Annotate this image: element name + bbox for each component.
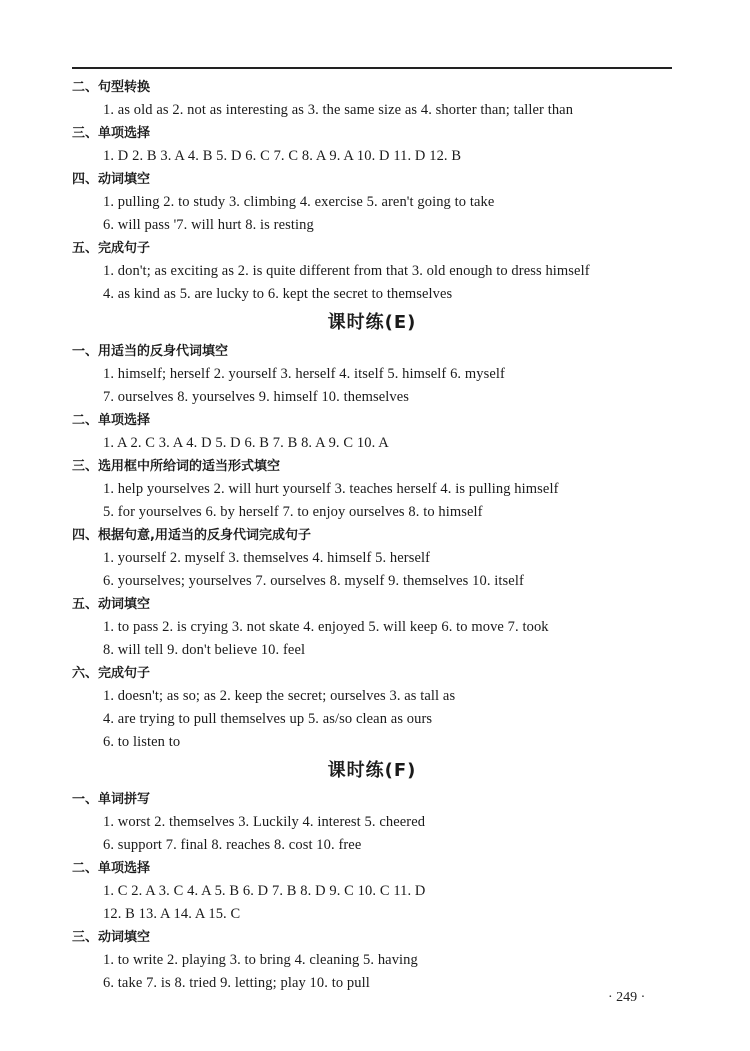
section-heading: 二、句型转换 [72,80,151,95]
lesson-title: 课时练(F) [327,760,417,781]
answer-line: 1. help yourselves 2. will hurt yourself 3. teaches herself 4. is pulling himself [103,481,559,497]
answer-line: 1. as old as 2. not as interesting as 3. the same size as 4. shorter than; taller than [103,102,574,118]
answer-line: 1. don't; as exciting as 2. is quite different from that 3. old enough to dress himself [103,263,590,279]
answer-line: 1. to write 2. playing 3. to bring 4. cleaning 5. having [103,952,418,968]
section-heading: 一、用适当的反身代词填空 [72,344,229,359]
answer-line: 1. worst 2. themselves 3. Luckily 4. interest 5. cheered [103,814,426,830]
section-heading: 三、单项选择 [72,126,151,141]
answer-line: 6. yourselves; yourselves 7. ourselves 8. myself 9. themselves 10. itself [103,573,524,589]
answer-line: 8. will tell 9. don't believe 10. feel [103,642,306,658]
answer-line: 1. yourself 2. myself 3. themselves 4. himself 5. herself [103,550,431,566]
answer-line: 1. C 2. A 3. C 4. A 5. B 6. D 7. B 8. D 9. C 10. C 11. D [103,883,426,899]
answer-line: 1. himself; herself 2. yourself 3. herself 4. itself 5. himself 6. myself [103,366,505,382]
answer-key-content [72,76,672,995]
answer-line: 1. to pass 2. is crying 3. not skate 4. enjoyed 5. will keep 6. to move 7. took [103,619,549,635]
section-heading: 一、单词拼写 [72,792,151,807]
section-heading: 二、单项选择 [72,413,151,428]
answer-line: 7. ourselves 8. yourselves 9. himself 10. themselves [103,389,410,405]
answer-line: 1. D 2. B 3. A 4. B 5. D 6. C 7. C 8. A 9. A 10. D 11. D 12. B [103,148,462,164]
answer-line: 6. support 7. final 8. reaches 8. cost 10. free [103,837,362,853]
answer-line: 1. doesn't; as so; as 2. keep the secret; ourselves 3. as tall as [103,688,456,704]
answer-line: 4. are trying to pull themselves up 5. as/so clean as ours [103,711,433,727]
section-heading: 三、选用框中所给词的适当形式填空 [72,459,281,474]
top-rule [72,67,672,69]
page-number: · 249 · [608,990,646,1005]
section-heading: 三、动词填空 [72,930,151,945]
section-heading: 四、动词填空 [72,172,151,187]
answer-line: 6. take 7. is 8. tried 9. letting; play 10. to pull [103,975,370,991]
answer-line: 6. to listen to [103,734,181,750]
answer-line: 5. for yourselves 6. by herself 7. to enjoy ourselves 8. to himself [103,504,483,520]
section-heading: 二、单项选择 [72,861,151,876]
section-heading: 六、完成句子 [72,666,151,681]
lesson-title: 课时练(E) [327,312,417,333]
answer-line: 12. B 13. A 14. A 15. C [103,906,241,922]
answer-line: 1. A 2. C 3. A 4. D 5. D 6. B 7. B 8. A 9. C 10. A [103,435,389,451]
section-heading: 五、完成句子 [72,241,151,256]
answer-line: 4. as kind as 5. are lucky to 6. kept the secret to themselves [103,286,453,302]
section-heading: 五、动词填空 [72,597,151,612]
answer-line: 6. will pass '7. will hurt 8. is resting [103,217,314,233]
section-heading: 四、根据句意,用适当的反身代词完成句子 [72,528,311,543]
answer-line: 1. pulling 2. to study 3. climbing 4. exercise 5. aren't going to take [103,194,495,210]
